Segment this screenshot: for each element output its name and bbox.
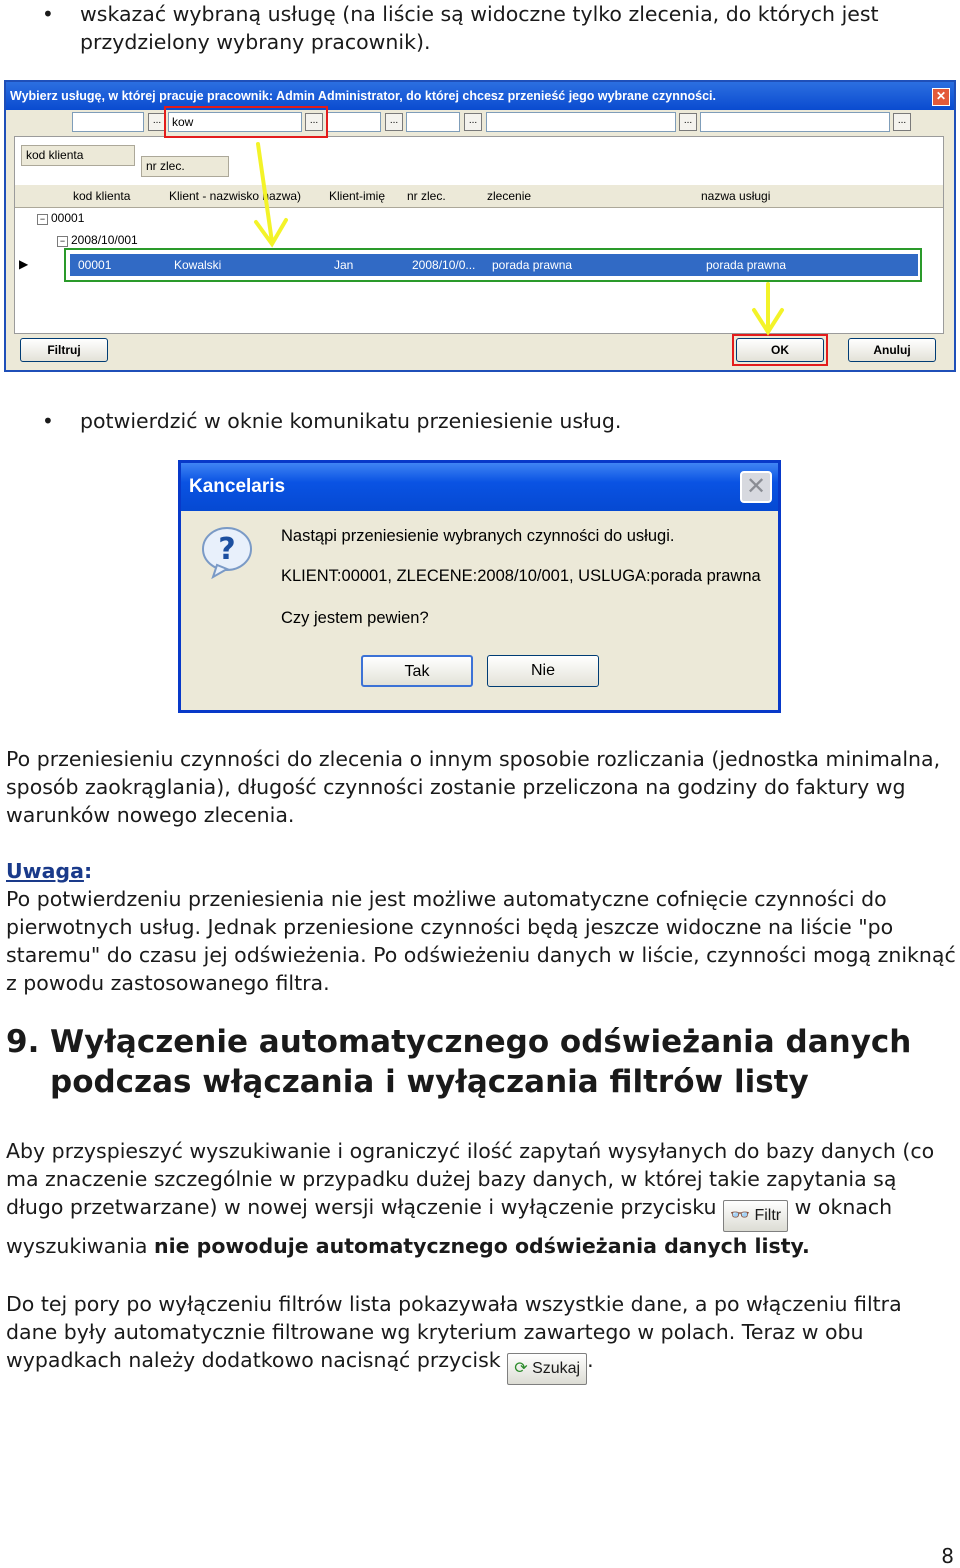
row-pointer-icon: ▶ [19, 257, 29, 271]
refresh-icon: ⟳ [514, 1360, 528, 1377]
no-button[interactable]: Nie [487, 655, 599, 687]
section-title-line: podczas włączania i wyłączania filtrów listy [50, 1064, 809, 1100]
message-line-1: Nastąpi przeniesienie wybranych czynności do usługi. [281, 527, 675, 545]
lookup-button[interactable]: ... [148, 113, 166, 131]
note-label: Uwaga [6, 859, 84, 883]
paragraph [6, 1290, 956, 1385]
cell: porada prawna [492, 258, 573, 272]
group-by-client[interactable]: kod klienta [21, 145, 135, 166]
question-icon [201, 525, 255, 579]
service-select-dialog [4, 80, 956, 372]
paragraph-text: . [587, 1348, 594, 1372]
dialog-title: Wybierz usługę, w której pracuje pracownik: Admin Administrator, do której chcesz przenieść jego wybrane czynności. [6, 82, 954, 110]
close-icon[interactable]: ✕ [932, 88, 950, 106]
inline-button-label: Filtr [754, 1207, 782, 1224]
filter-field-client[interactable]: kow [168, 112, 302, 132]
lookup-button[interactable]: ... [305, 113, 323, 131]
cell: 2008/10/0... [412, 258, 476, 272]
paragraph-bold: nie powoduje automatycznego odświeżania danych listy. [154, 1234, 810, 1258]
confirmation-dialog [178, 460, 781, 713]
cell: porada prawna [706, 258, 787, 272]
tree-node-label: 2008/10/001 [71, 233, 138, 247]
lookup-button[interactable]: ... [464, 113, 482, 131]
tree-node-label: 00001 [51, 211, 85, 225]
close-icon[interactable]: ✕ [740, 471, 772, 503]
message-line-2: KLIENT:00001, ZLECENE:2008/10/001, USLUGA:porada prawna [281, 567, 761, 585]
page-number: 8 [941, 1544, 954, 1568]
lookup-button[interactable]: ... [679, 113, 697, 131]
column-header[interactable]: nr zlec. [407, 189, 446, 203]
collapse-icon[interactable]: − [57, 236, 68, 247]
lookup-button[interactable]: ... [893, 113, 911, 131]
svg-text:?: ? [218, 532, 236, 567]
lookup-button[interactable]: ... [385, 113, 403, 131]
message-line-3: Czy jestem pewien? [281, 609, 429, 627]
column-header[interactable]: nazwa usługi [701, 189, 771, 203]
binoculars-icon: 👓 [730, 1207, 750, 1224]
bullet-dot: • [42, 2, 54, 26]
section-title [50, 1022, 950, 1102]
note-heading: Uwaga: [6, 859, 93, 883]
bullet-dot: • [42, 409, 54, 433]
note-paragraph: Po potwierdzeniu przeniesienia nie jest możliwe automatyczne cofnięcie czynności do pierwotnych usług. Jednak przeniesione czynności będą jeszcze widoczne na liście "po staremu" do czasu jej odświeżenia. Po odświeżeniu danych w liście, czynności mogą zniknąć z powodu zastosowanego filtra. [6, 887, 956, 995]
cancel-button[interactable]: Anuluj [848, 338, 936, 362]
arrow-annotations [6, 82, 954, 370]
inline-button-label: Szukaj [532, 1360, 581, 1377]
bullet-text-1: wskazać wybraną usługę (na liście są widoczne tylko zlecenia, do których jest przydzielony wybrany pracownik). [80, 2, 879, 54]
column-header[interactable]: Klient-imię [329, 189, 386, 203]
paragraph-text: Aby przyspieszyć wyszukiwanie i ograniczyć ilość zapytań wysyłanych do bazy danych (co ma znaczenie szczególnie w przypadku dużej bazy danych, w której takie zapytania są długo przetwarzane) w nowej wersji włączenie i wyłączenie przycisku [6, 1139, 935, 1219]
filter-inline-button [723, 1200, 788, 1232]
paragraph-text: Do tej pory po wyłączeniu filtrów lista pokazywała wszystkie dane, a po włączeniu filtra dane były automatycznie filtrowane wg kryterium zawartego w polach. Teraz w obu wypadkach należy dodatkowo nacisnąć przycisk [6, 1292, 902, 1372]
dialog-title: Kancelaris [181, 463, 778, 511]
column-header[interactable]: Klient - nazwisko nazwa) [169, 189, 302, 203]
paragraph-text: w oknach wyszukiwania [6, 1195, 893, 1258]
collapse-icon[interactable]: − [37, 214, 48, 225]
yes-button[interactable]: Tak [361, 655, 473, 687]
cell: 00001 [78, 258, 112, 272]
section-title-line: Wyłączenie automatycznego odświeżania danych [50, 1024, 912, 1060]
filter-button[interactable]: Filtruj [20, 338, 108, 362]
column-header[interactable]: kod klienta [73, 189, 131, 203]
cell: Kowalski [174, 258, 222, 272]
paragraph: Po przeniesieniu czynności do zlecenia o innym sposobie rozliczania (jednostka minimalna, sposób zaokrąglania), długość czynności zostanie przeliczona na godziny do faktury wg warunków nowego zlecenia. [6, 747, 941, 827]
paragraph [6, 1137, 956, 1260]
search-inline-button [507, 1353, 587, 1385]
column-header[interactable]: zlecenie [487, 189, 532, 203]
cell: Jan [334, 258, 354, 272]
group-by-order[interactable]: nr zlec. [141, 156, 229, 177]
section-number: 9. [6, 1024, 40, 1060]
bullet-text-2: potwierdzić w oknie komunikatu przeniesienie usług. [80, 409, 622, 433]
ok-button[interactable]: OK [736, 338, 824, 362]
